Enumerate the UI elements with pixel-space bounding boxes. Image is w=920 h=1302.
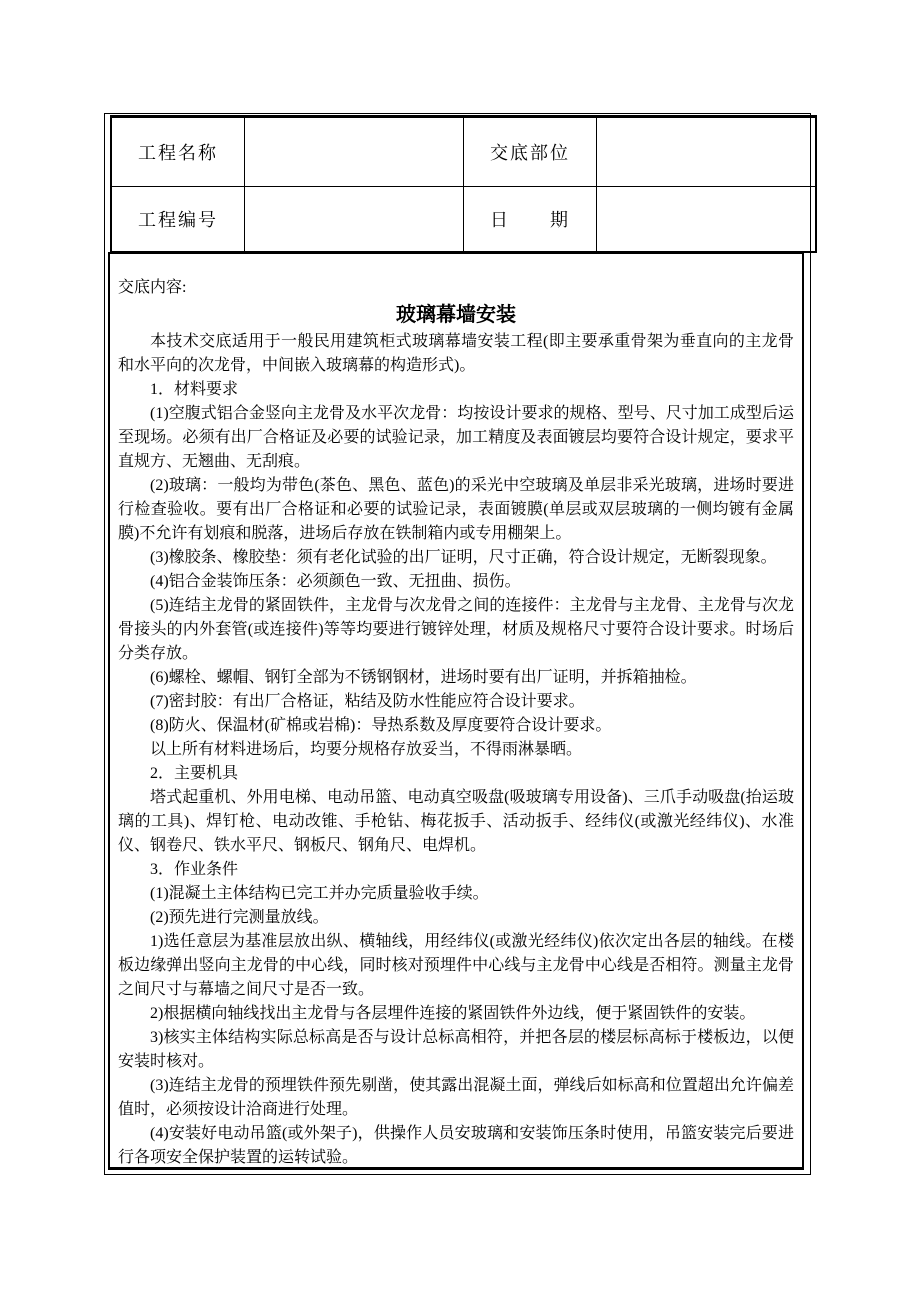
condition-item-1: (1)混凝土主体结构已完工并办完质量验收手续。 bbox=[150, 885, 489, 902]
section-3-heading: 3．作业条件 bbox=[150, 861, 239, 878]
disclosure-location-value bbox=[597, 117, 817, 187]
disclosure-location-label: 交底部位 bbox=[464, 117, 597, 187]
section-2-heading: 2．主要机具 bbox=[150, 765, 239, 782]
table-row bbox=[111, 187, 816, 252]
date-label: 日 期 bbox=[464, 187, 597, 252]
disclosure-content-label: 交底内容: bbox=[118, 279, 187, 296]
material-item-1: (1)空腹式铝合金竖向主龙骨及水平次龙骨：均按设计要求的规格、型号、尺寸加工成型后运至现场。必须有出厂合格证及必要的试验记录，加工精度及表面镀层均要符合设计规定，要求平直规方、无翘曲、无刮痕。 bbox=[118, 405, 794, 470]
project-name-label: 工程名称 bbox=[111, 117, 245, 187]
project-number-value bbox=[245, 187, 464, 252]
material-item-4: (4)铝合金装饰压条：必须颜色一致、无扭曲、损伤。 bbox=[150, 573, 521, 590]
materials-storage-note: 以上所有材料进场后，均要分规格存放妥当，不得雨淋暴晒。 bbox=[150, 741, 583, 758]
material-item-7: (7)密封胶：有出厂合格证，粘结及防水性能应符合设计要求。 bbox=[150, 693, 585, 710]
table-row bbox=[111, 117, 816, 187]
document-title: 玻璃幕墙安装 bbox=[396, 304, 516, 326]
material-item-5: (5)连结主龙骨的紧固铁件，主龙骨与次龙骨之间的连接件：主龙骨与主龙骨、主龙骨与次龙骨接头的内外套管(或连接件)等等均要进行镀锌处理，材质及规格尺寸要符合设计要求。时场后分类存放。 bbox=[118, 597, 794, 662]
material-item-2: (2)玻璃：一般均为带色(茶色、黑色、蓝色)的采光中空玻璃及单层非采光玻璃，进场时要进行检查验收。要有出厂合格证和必要的试验记录，表面镀膜(单层或双层玻璃的一侧均镀有金属膜)不允许有划痕和脱落，进场后存放在铁制箱内或专用棚架上。 bbox=[118, 477, 794, 542]
condition-item-2-sub-3: 3)核实主体结构实际总标高是否与设计总标高相符，并把各层的楼层标高标于楼板边，以便安装时核对。 bbox=[118, 1029, 794, 1070]
project-name-value bbox=[245, 117, 464, 187]
condition-item-2: (2)预先进行完测量放线。 bbox=[150, 909, 329, 926]
disclosure-content-box bbox=[108, 252, 804, 1170]
condition-item-2-sub-2: 2)根据横向轴线找出主龙骨与各层埋件连接的紧固铁件外边线，便于紧固铁件的安装。 bbox=[150, 1005, 756, 1022]
material-item-3: (3)橡胶条、橡胶垫：须有老化试验的出厂证明，尺寸正确，符合设计规定，无断裂现象。 bbox=[150, 549, 777, 566]
intro-paragraph: 本技术交底适用于一般民用建筑柜式玻璃幕墙安装工程(即主要承重骨架为垂直向的主龙骨和水平向的次龙骨，中间嵌入玻璃幕的构造形式)。 bbox=[118, 333, 794, 374]
condition-item-2-sub-1: 1)选任意层为基准层放出纵、横轴线，用经纬仪(或激光经纬仪)依次定出各层的轴线。在楼板边缘弹出竖向主龙骨的中心线，同时核对预埋件中心线与主龙骨中心线是否相符。测量主龙骨之间尺寸与幕墙之间尺寸是否一致。 bbox=[118, 933, 794, 998]
material-item-6: (6)螺栓、螺帽、钢钉全部为不锈钢钢材，进场时要有出厂证明，并拆箱抽检。 bbox=[150, 669, 697, 686]
condition-item-4: (4)安装好电动吊篮(或外架子)，供操作人员安玻璃和安装饰压条时使用，吊篮安装完后要进行各项安全保护装置的运转试验。 bbox=[118, 1125, 794, 1166]
section-1-heading: 1．材料要求 bbox=[150, 381, 239, 398]
condition-item-3: (3)连结主龙骨的预埋铁件预先剔凿，使其露出混凝土面，弹线后如标高和位置超出允许偏差值时，必须按设计洽商进行处理。 bbox=[118, 1077, 794, 1118]
tools-list-paragraph: 塔式起重机、外用电梯、电动吊篮、电动真空吸盘(吸玻璃专用设备)、三爪手动吸盘(抬运玻璃的工具)、焊钉枪、电动改锥、手枪钻、梅花扳手、活动扳手、经纬仪(或激光经纬仪)、水准仪、钢卷尺、铁水平尺、钢板尺、钢角尺、电焊机。 bbox=[118, 789, 794, 854]
header-info-table bbox=[110, 115, 817, 253]
date-value bbox=[597, 187, 817, 252]
project-number-label: 工程编号 bbox=[111, 187, 245, 252]
material-item-8: (8)防火、保温材(矿棉或岩棉)：导热系数及厚度要符合设计要求。 bbox=[150, 717, 612, 734]
